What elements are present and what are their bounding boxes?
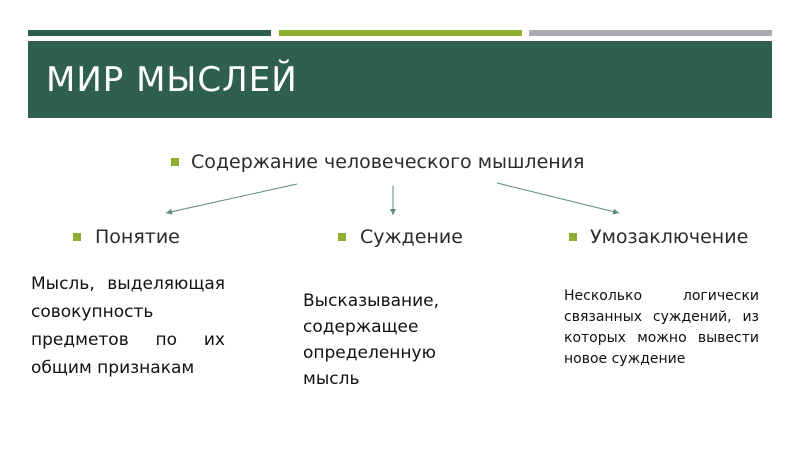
- root-bullet-icon: [171, 158, 179, 166]
- judgment-description: Высказывание, содержащее определенную мысль: [303, 291, 440, 389]
- inference-bullet-icon: [569, 233, 577, 241]
- root-label: Содержание человеческого мышления: [191, 151, 585, 173]
- inference-description: Несколько логически связанных суждений, из которых можно вывести новое суждение: [564, 288, 759, 367]
- arrow-to-inference: [497, 183, 619, 213]
- concept-description: Мысль, выделяющая совокупность предметов по их общим признакам: [31, 274, 225, 378]
- judgment-label: Суждение: [360, 226, 463, 248]
- concept-bullet-icon: [73, 233, 81, 241]
- arrow-to-concept: [166, 184, 297, 213]
- inference-label: Умозаключение: [590, 226, 749, 248]
- slide-title: МИР МЫСЛЕЙ: [46, 60, 298, 100]
- concept-label: Понятие: [95, 226, 180, 248]
- judgment-bullet-icon: [338, 233, 346, 241]
